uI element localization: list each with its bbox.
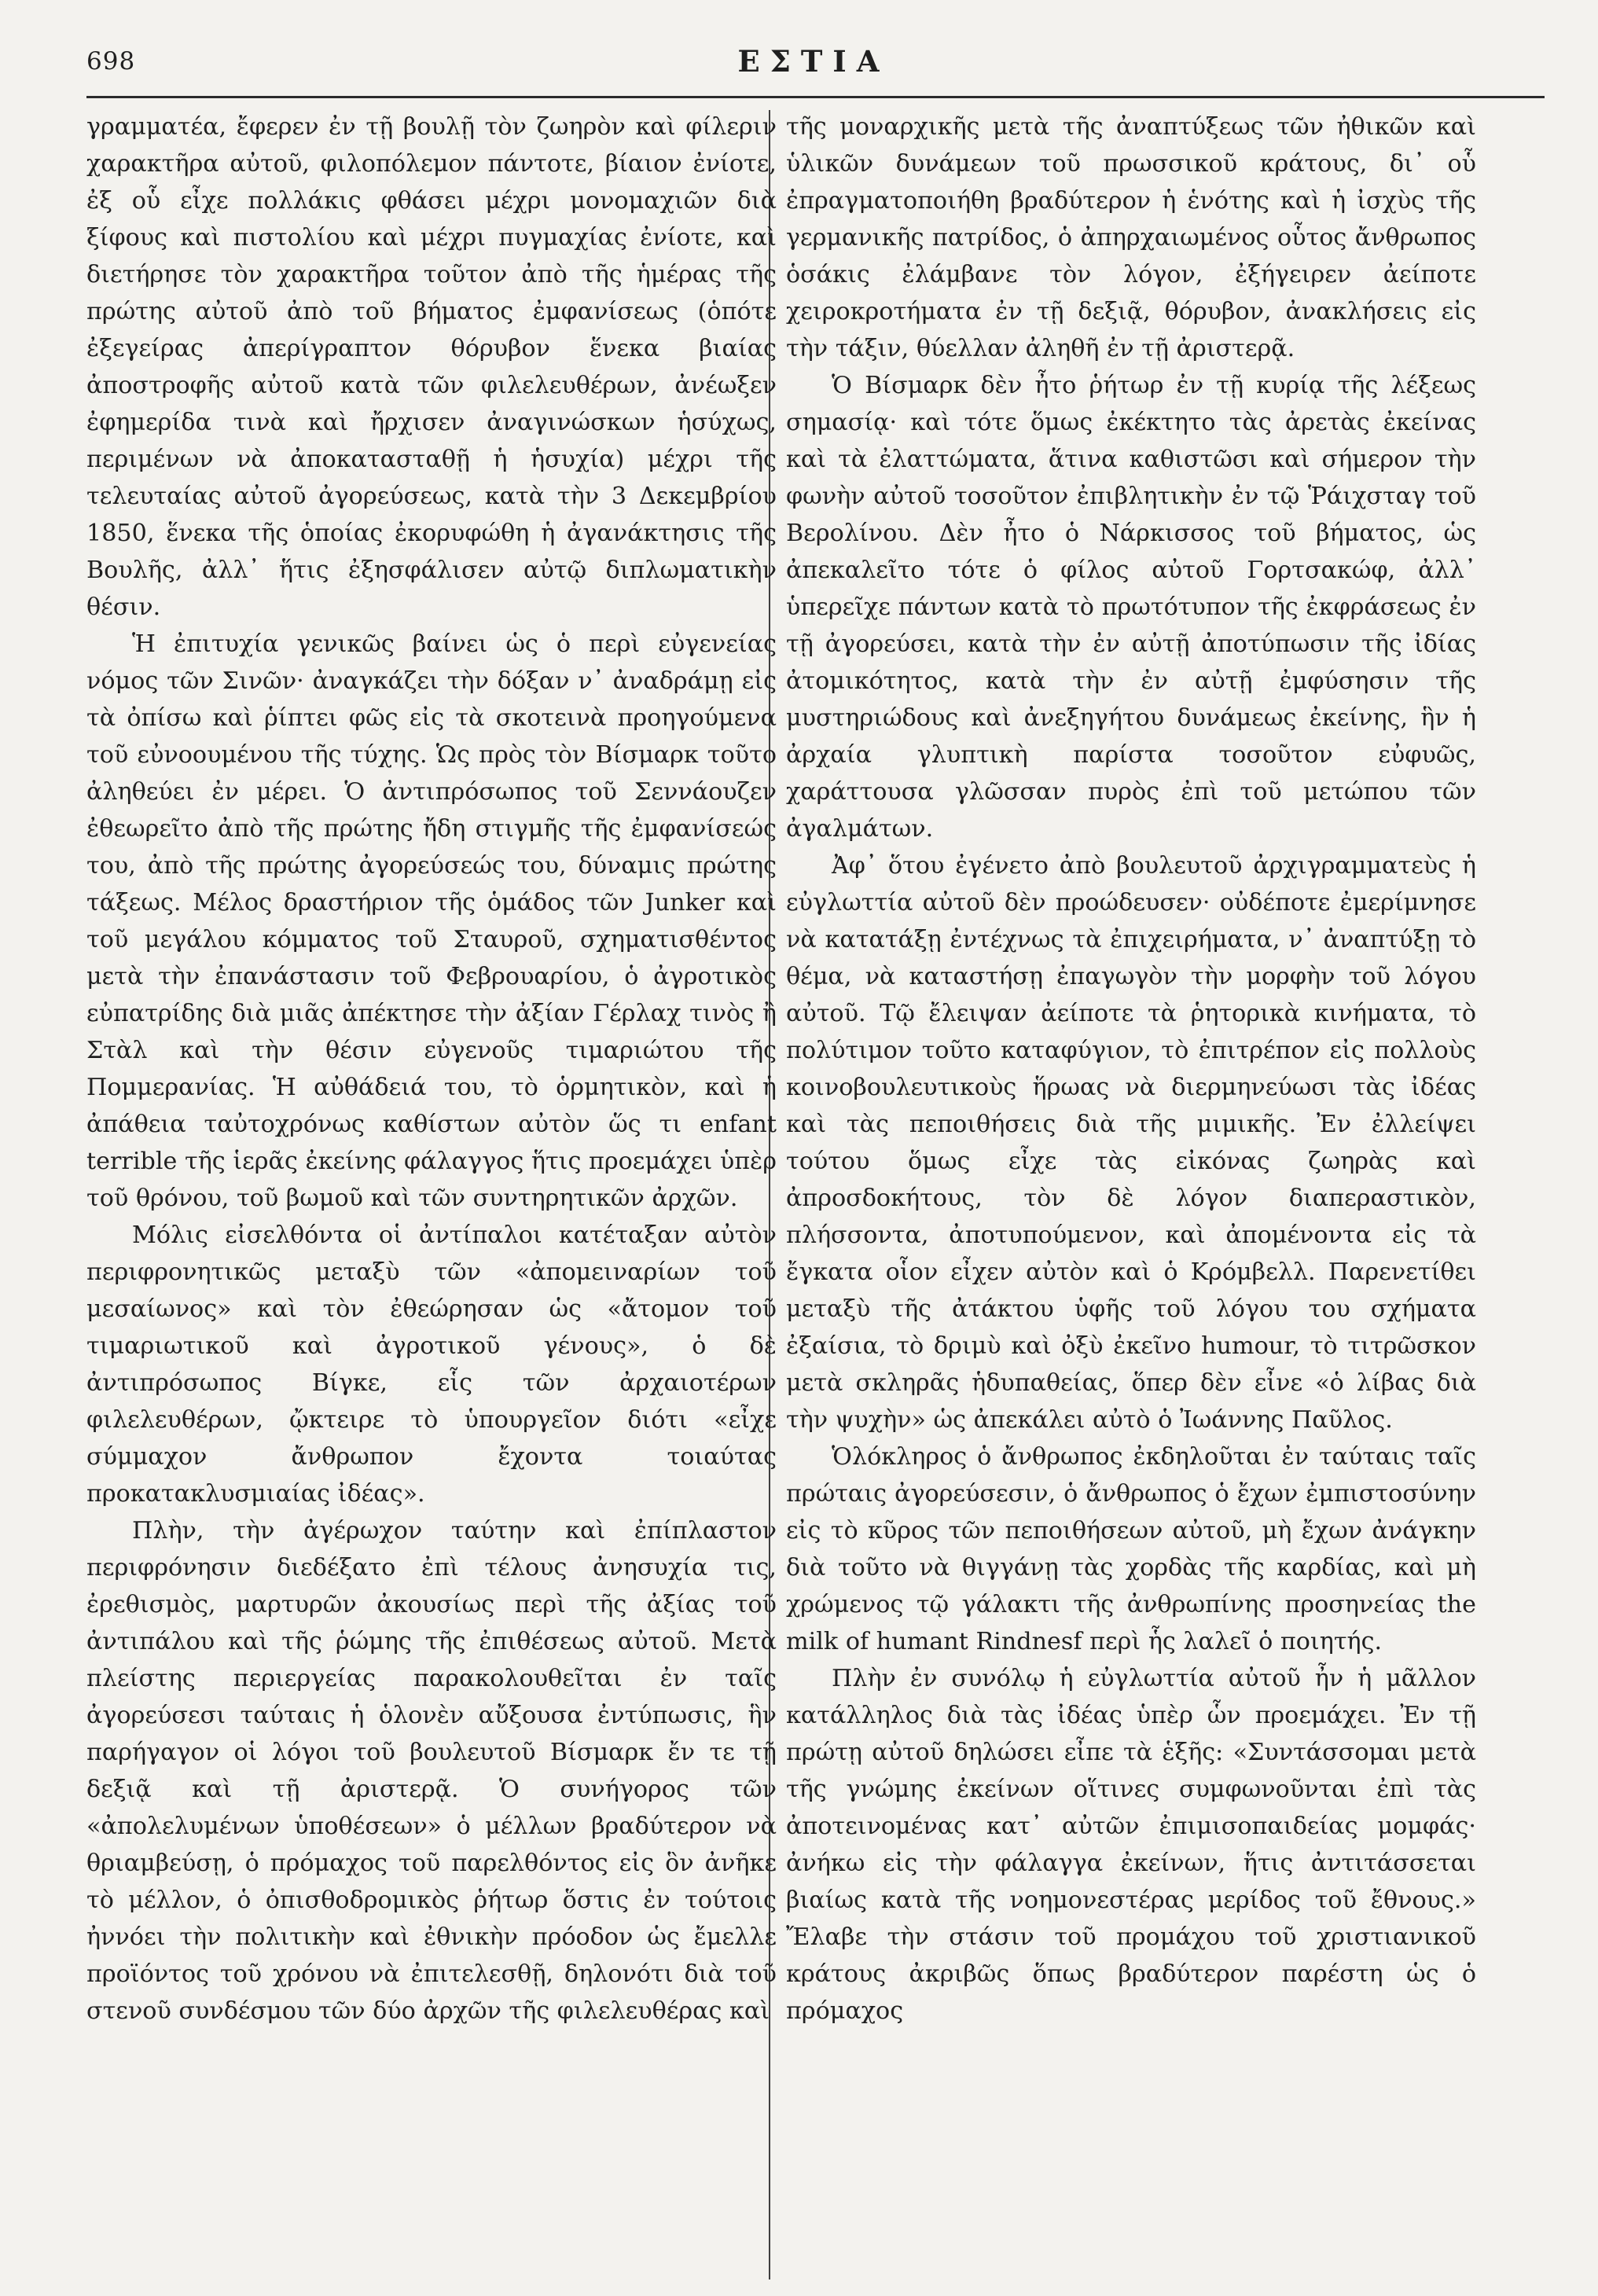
right-text-column xyxy=(786,108,1476,2286)
running-head: ΕΣΤΙΑ xyxy=(737,44,890,79)
page-header xyxy=(86,39,1541,94)
right-paragraph-3: Ἀφ᾽ ὅτου ἐγένετο ἀπὸ βουλευτοῦ ἀρχιγραμματεὺς ἡ εὐγλωττία αὐτοῦ δὲν προώδευσεν· οὐδέποτε ἐμερίμνησε νὰ κατατάξῃ ἐντέχνως τὰ ἐπιχειρήματα, ν᾽ ἀναπτύξῃ τὸ θέμα, νὰ καταστήσῃ ἐπαγωγὸν τὴν μορφὴν τοῦ λόγου αὐτοῦ. Τῷ ἔλειψαν ἀείποτε τὰ ῥητορικὰ κινήματα, τὸ πολύτιμον τοῦτο καταφύγιον, τὸ ἐπιτρέπον εἰς πολλοὺς κοινοβουλευτικοὺς ἥρωας νὰ διερμηνεύωσι τὰς ἰδέας καὶ τὰς πεποιθήσεις διὰ τῆς μιμικῆς. Ἐν ἐλλείψει τούτου ὅμως εἶχε τὰς εἰκόνας ζωηρὰς καὶ ἀπροσδοκήτους, τὸν δὲ λόγον διαπεραστικὸν, πλήσσοντα, ἀποτυπούμενον, καὶ ἀπομένοντα εἰς τὰ ἔγκατα οἷον εἶχεν αὐτὸν καὶ ὁ Κρόμβελλ. Παρενετίθει μεταξὺ τῆς ἀτάκτου ὑφῆς τοῦ λόγου του σχήματα ἐξαίσια, τὸ δριμὺ καὶ ὀξὺ ἐκεῖνο humour, τὸ τιτρῶσκον μετὰ σκληρᾶς ἡδυπαθείας, ὅπερ δὲν εἶνε «ὁ λίβας διὰ τὴν ψυχὴν» ὡς ἀπεκάλει αὐτὸ ὁ Ἰωάννης Παῦλος. xyxy=(786,852,1476,1434)
left-paragraph-1: γραμματέα, ἔφερεν ἐν τῇ βουλῇ τὸν ζωηρὸν καὶ φίλεριν χαρακτῆρα αὐτοῦ, φιλοπόλεμον πάντοτε, βίαιον ἐνίοτε, ἐξ οὗ εἶχε πολλάκις φθάσει μέχρι μονομαχιῶν διὰ ξίφους καὶ πιστολίου καὶ μέχρι πυγμαχίας ἐνίοτε, καὶ διετήρησε τὸν χαρακτῆρα τοῦτον ἀπὸ τῆς ἡμέρας τῆς πρώτης αὐτοῦ ἀπὸ τοῦ βήματος ἐμφανίσεως (ὁπότε ἐξεγείρας ἀπερίγραπτον θόρυβον ἕνεκα βιαίας ἀποστροφῆς αὐτοῦ κατὰ τῶν φιλελευθέρων, ἀνέωξεν ἐφημερίδα τινὰ καὶ ἤρχισεν ἀναγινώσκων ἡσύχως, περιμένων νὰ ἀποκατασταθῇ ἡ ἡσυχία) μέχρι τῆς τελευταίας αὐτοῦ ἀγορεύσεως, κατὰ τὴν 3 Δεκεμβρίου 1850, ἕνεκα τῆς ὁποίας ἐκορυφώθη ἡ ἀγανάκτησις τῆς Βουλῆς, ἀλλ᾽ ἥτις ἐξησφάλισεν αὐτῷ διπλωματικὴν θέσιν. xyxy=(86,113,777,621)
right-paragraph-1: τῆς μοναρχικῆς μετὰ τῆς ἀναπτύξεως τῶν ἠθικῶν καὶ ὑλικῶν δυνάμεων τοῦ πρωσσικοῦ κράτους, δι᾽ οὗ ἐπραγματοποιήθη βραδύτερον ἡ ἑνότης καὶ ἡ ἰσχὺς τῆς γερμανικῆς πατρίδος, ὁ ἀπηρχαιωμένος οὗτος ἄνθρωπος ὁσάκις ἐλάμβανε τὸν λόγον, ἐξήγειρεν ἀείποτε χειροκροτήματα ἐν τῇ δεξιᾷ, θόρυβον, ἀνακλήσεις εἰς τὴν τάξιν, θύελλαν ἀληθῆ ἐν τῇ ἀριστερᾷ. xyxy=(786,113,1476,362)
page-number: 698 xyxy=(86,47,136,75)
right-paragraph-5: Πλὴν ἐν συνόλῳ ἡ εὐγλωττία αὐτοῦ ἦν ἡ μᾶλλον κατάλληλος διὰ τὰς ἰδέας ὑπὲρ ὧν προεμάχει. Ἐν τῇ πρώτῃ αὐτοῦ δηλώσει εἶπε τὰ ἑξῆς: «Συντάσσομαι μετὰ τῆς γνώμης ἐκείνων οἵτινες συμφωνοῦνται ἐπὶ τὰς ἀποτεινομένας κατ᾽ αὐτῶν ἐπιμισοπαιδείας μομφάς· ἀνήκω εἰς τὴν φάλαγγα ἐκείνων, ἥτις ἀντιτάσσεται βιαίως κατὰ τῆς νοημονεστέρας μερίδος τοῦ ἔθνους.» Ἔλαβε τὴν στάσιν τοῦ προμάχου τοῦ χριστιανικοῦ κράτους ἀκριβῶς ὅπως βραδύτερον παρέστη ὡς ὁ πρόμαχος xyxy=(786,1665,1476,2025)
left-text-column xyxy=(86,108,777,2286)
left-paragraph-2: Ἡ ἐπιτυχία γενικῶς βαίνει ὡς ὁ περὶ εὐγενείας νόμος τῶν Σινῶν· ἀναγκάζει τὴν δόξαν ν᾽ ἀναδράμῃ εἰς τὰ ὀπίσω καὶ ῥίπτει φῶς εἰς τὰ σκοτεινὰ προηγούμενα τοῦ εὐνοουμένου τῆς τύχης. Ὡς πρὸς τὸν Βίσμαρκ τοῦτο ἀληθεύει ἐν μέρει. Ὁ ἀντιπρόσωπος τοῦ Σεννάουζεν ἐθεωρεῖτο ἀπὸ τῆς πρώτης ἤδη στιγμῆς τῆς ἐμφανίσεώς του, ἀπὸ τῆς πρώτης ἀγορεύσεώς του, δύναμις πρώτης τάξεως. Μέλος δραστήριον τῆς ὁμάδος τῶν Junker καὶ τοῦ μεγάλου κόμματος τοῦ Σταυροῦ, σχηματισθέντος μετὰ τὴν ἐπανάστασιν τοῦ Φεβρουαρίου, ὁ ἀγροτικὸς εὐπατρίδης διὰ μιᾶς ἀπέκτησε τὴν ἀξίαν Γέρλαχ τινὸς ἢ Στὰλ καὶ τὴν θέσιν εὐγενοῦς τιμαριώτου τῆς Πομμερανίας. Ἡ αὐθάδειά του, τὸ ὁρμητικὸν, καὶ ἡ ἀπάθεια ταὐτοχρόνως καθίστων αὐτὸν ὥς τι enfant terrible τῆς ἱερᾶς ἐκείνης φάλαγγος ἥτις προεμάχει ὑπὲρ τοῦ θρόνου, τοῦ βωμοῦ καὶ τῶν συντηρητικῶν ἀρχῶν. xyxy=(86,630,777,1212)
right-paragraph-2: Ὁ Βίσμαρκ δὲν ἦτο ῥήτωρ ἐν τῇ κυρίᾳ τῆς λέξεως σημασίᾳ· καὶ τότε ὅμως ἐκέκτητο τὰς ἀρετὰς ἐκείνας καὶ τὰ ἐλαττώματα, ἅτινα καθιστῶσι καὶ σήμερον τὴν φωνὴν αὐτοῦ τοσοῦτον ἐπιβλητικὴν ἐν τῷ Ῥάιχσταγ τοῦ Βερολίνου. Δὲν ἦτο ὁ Νάρκισσος τοῦ βήματος, ὡς ἀπεκαλεῖτο τότε ὁ φίλος αὐτοῦ Γορτσακώφ, ἀλλ᾽ ὑπερεῖχε πάντων κατὰ τὸ πρωτότυπον τῆς ἐκφράσεως ἐν τῇ ἀγορεύσει, κατὰ τὴν ἐν αὐτῇ ἀποτύπωσιν τῆς ἰδίας ἀτομικότητος, κατὰ τὴν ἐν αὐτῇ ἐμφύσησιν τῆς μυστηριώδους καὶ ἀνεξηγήτου δυνάμεως ἐκείνης, ἣν ἡ ἀρχαία γλυπτικὴ παρίστα τοσοῦτον εὐφυῶς, χαράττουσα γλῶσσαν πυρὸς ἐπὶ τοῦ μετώπου τῶν ἀγαλμάτων. xyxy=(786,372,1476,843)
left-paragraph-3: Μόλις εἰσελθόντα οἱ ἀντίπαλοι κατέταξαν αὐτὸν περιφρονητικῶς μεταξὺ τῶν «ἀπομειναρίων τοῦ μεσαίωνος» καὶ τὸν ἐθεώρησαν ὡς «ἄτομον τοῦ τιμαριωτικοῦ καὶ ἀγροτικοῦ γένους», ὁ δὲ ἀντιπρόσωπος Βίγκε, εἷς τῶν ἀρχαιοτέρων φιλελευθέρων, ᾤκτειρε τὸ ὑπουργεῖον διότι «εἶχε σύμμαχον ἄνθρωπον ἔχοντα τοιαύτας προκατακλυσμιαίας ἰδέας». xyxy=(86,1221,777,1508)
left-paragraph-4: Πλὴν, τὴν ἀγέρωχον ταύτην καὶ ἐπίπλαστον περιφρόνησιν διεδέξατο ἐπὶ τέλους ἀνησυχία τις, ἐρεθισμὸς, μαρτυρῶν ἀκουσίως περὶ τῆς ἀξίας τοῦ ἀντιπάλου καὶ τῆς ῥώμης τῆς ἐπιθέσεως αὐτοῦ. Μετὰ πλείστης περιεργείας παρακολουθεῖται ἐν ταῖς ἀγορεύσεσι ταύταις ἡ ὁλονὲν αὔξουσα ἐντύπωσις, ἣν παρήγαγον οἱ λόγοι τοῦ βουλευτοῦ Βίσμαρκ ἔν τε τῇ δεξιᾷ καὶ τῇ ἀριστερᾷ. Ὁ συνήγορος τῶν «ἀπολελυμένων ὑποθέσεων» ὁ μέλλων βραδύτερον νὰ θριαμβεύσῃ, ὁ πρόμαχος τοῦ παρελθόντος εἰς ὃν ἀνῆκε τὸ μέλλον, ὁ ὀπισθοδρομικὸς ῥήτωρ ὅστις ἐν τούτοις ἠννόει τὴν πολιτικὴν καὶ ἐθνικὴν πρόοδον ὡς ἔμελλε προϊόντος τοῦ χρόνου νὰ ἐπιτελεσθῇ, δηλονότι διὰ τοῦ στενοῦ συνδέσμου τῶν δύο ἀρχῶν τῆς φιλελευθέρας καὶ xyxy=(86,1517,777,2025)
right-paragraph-4: Ὁλόκληρος ὁ ἄνθρωπος ἐκδηλοῦται ἐν ταύταις ταῖς πρώταις ἀγορεύσεσιν, ὁ ἄνθρωπος ὁ ἔχων ἐμπιστοσύνην εἰς τὸ κῦρος τῶν πεποιθήσεων αὐτοῦ, μὴ ἔχων ἀνάγκην διὰ τοῦτο νὰ θιγγάνῃ τὰς χορδὰς τῆς καρδίας, καὶ μὴ χρώμενος τῷ γάλακτι τῆς ἀνθρωπίνης προσηνείας the milk of humant Rindnesf περὶ ἧς λαλεῖ ὁ ποιητής. xyxy=(786,1443,1476,1655)
header-rule xyxy=(86,96,1545,98)
